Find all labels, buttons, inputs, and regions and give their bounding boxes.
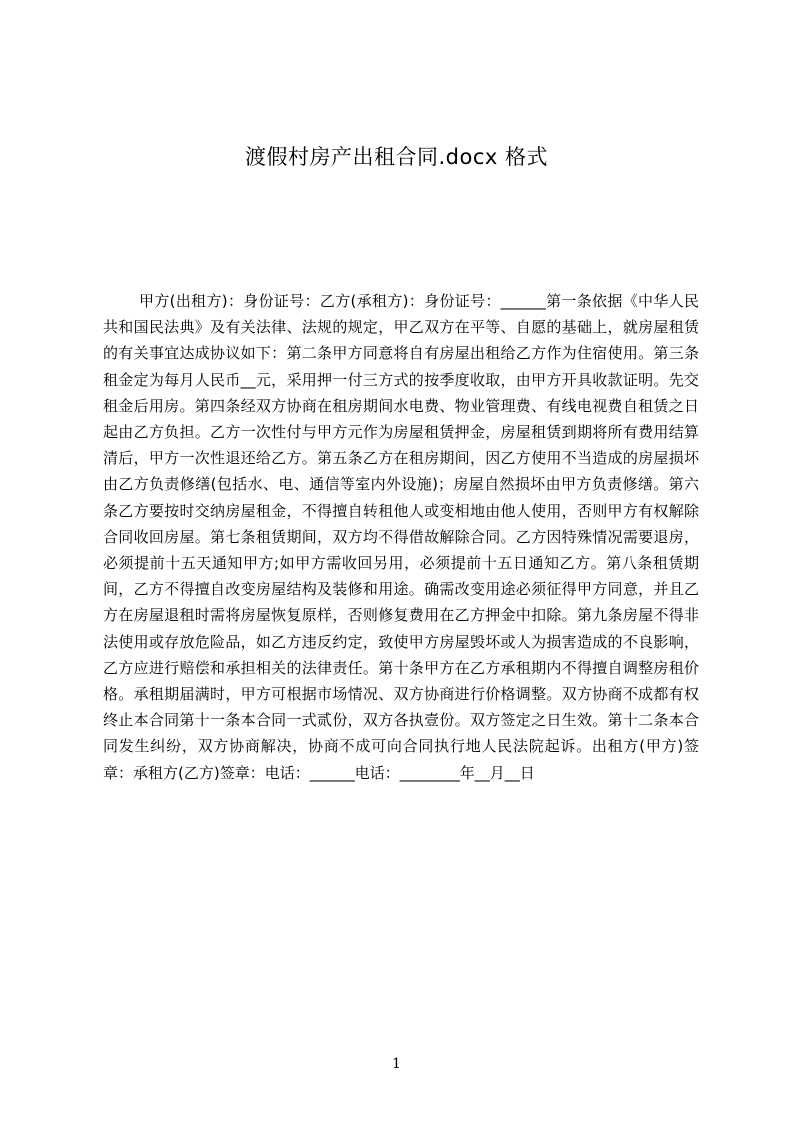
document-title: 渡假村房产出租合同.docx 格式 bbox=[244, 145, 548, 169]
contract-body-paragraph: 甲方(出租方)：身份证号：乙方(承租方)：身份证号：______第一条依据《中华人民共和国民法典》及有关法律、法规的规定，甲乙双方在平等、自愿的基础上，就房屋租赁的有关事宜达成协议如下：第二条甲方同意将自有房屋出租给乙方作为住宿使用。第三条租金定为每月人民币__元，采用押一付三方式的按季度收取，由甲方开具收款证明。先交租金后用房。第四条经双方协商在租房期间水电费、物业管理费、有线电视费自租赁之日起由乙方负担。乙方一次性付与甲方元作为房屋租赁押金，房屋租赁到期将所有费用结算清后，甲方一次性退还给乙方。第五条乙方在租房期间，因乙方使用不当造成的房屋损坏由乙方负责修缮(包括水、电、通信等室内外设施)；房屋自然损坏由甲方负责修缮。第六条乙方要按时交纳房屋租金，不得擅自转租他人或变相地由他人使用，否则甲方有权解除合同收回房屋。第七条租赁期间，双方均不得借故解除合同。乙方因特殊情况需要退房，必须提前十五天通知甲方;如甲方需收回另用，必须提前十五日通知乙方。第八条租赁期间，乙方不得擅自改变房屋结构及装修和用途。确需改变用途必须征得甲方同意，并且乙方在房屋退租时需将房屋恢复原样，否则修复费用在乙方押金中扣除。第九条房屋不得非法使用或存放危险品，如乙方违反约定，致使甲方房屋毁坏或人为损害造成的不良影响，乙方应进行赔偿和承担相关的法律责任。第十条甲方在乙方承租期内不得擅自调整房租价格。承租期届满时，甲方可根据市场情况、双方协商进行价格调整。双方协商不成都有权终止本合同第十一条本合同一式贰份，双方各执壹份。双方签定之日生效。第十二条本合同发生纠纷，双方协商解决，协商不成可向合同执行地人民法院起诉。出租方(甲方)签章：承租方(乙方)签章：电话：______电话：________年__月__日 bbox=[103, 292, 699, 782]
page-number: 1 bbox=[392, 1056, 401, 1072]
